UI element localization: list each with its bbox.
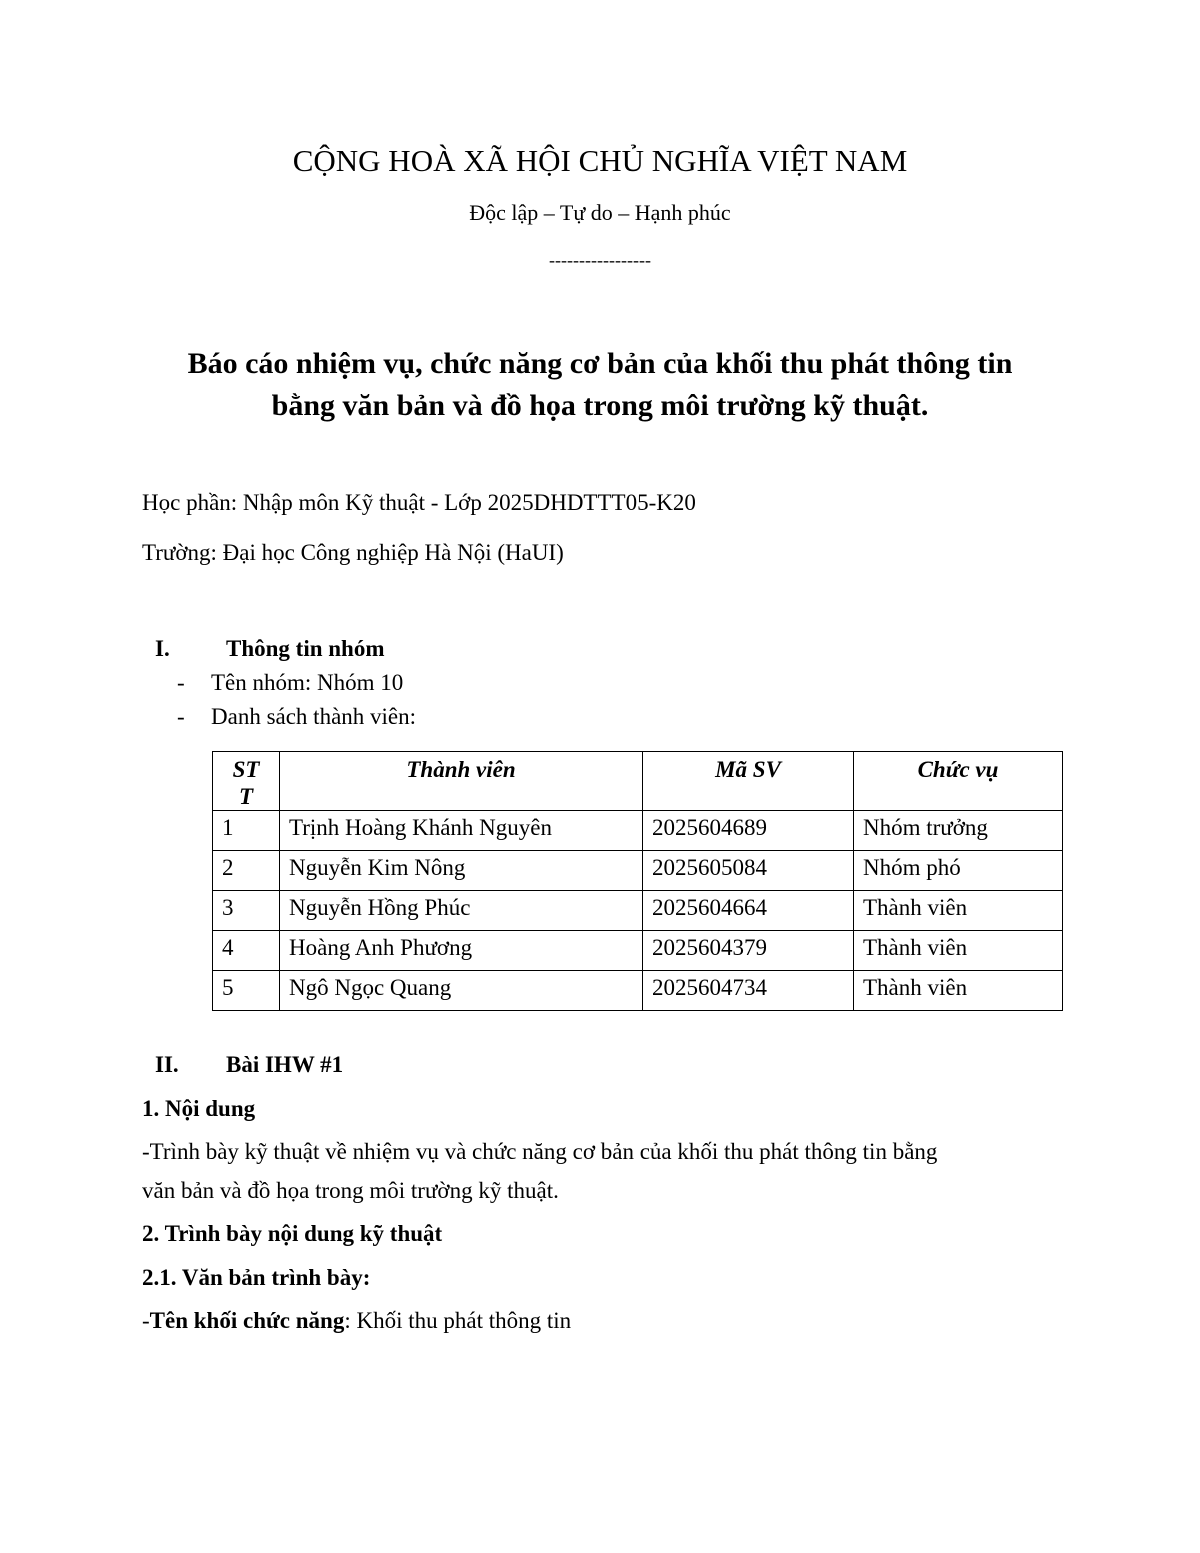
nation-heading: CỘNG HOÀ XÃ HỘI CHỦ NGHĨA VIỆT NAM [292,143,908,178]
cell-role: Nhóm phó [854,851,1063,891]
table-row [213,971,1063,1011]
section-2-number: II. [155,1052,179,1077]
cell-member: Ngô Ngọc Quang [280,971,643,1011]
members-table [212,751,1063,1011]
header-role: Chức vụ [854,752,1063,811]
cell-stt: 2 [213,851,280,891]
table-header-row [213,752,1063,811]
cell-role: Thành viên [854,891,1063,931]
table-row [213,931,1063,971]
section-1-title: Thông tin nhóm [226,636,385,661]
functional-block-line [142,1308,571,1334]
divider-line: ----------------- [549,250,651,270]
sub-heading: 2.1. Văn bản trình bày: [142,1265,371,1290]
cell-student-id: 2025604664 [643,891,854,931]
cell-student-id: 2025604734 [643,971,854,1011]
cell-role: Thành viên [854,971,1063,1011]
table-row [213,811,1063,851]
group-name: Tên nhóm: Nhóm 10 [211,670,404,695]
cell-role: Thành viên [854,931,1063,971]
report-title-line-2: bằng văn bản và đồ họa trong môi trường kỹ thuật. [271,389,929,422]
cell-role: Nhóm trưởng [854,811,1063,851]
member-list-label: Danh sách thành viên: [211,704,417,729]
cell-student-id: 2025604379 [643,931,854,971]
block-prefix: - [142,1308,150,1333]
content-line-2: văn bản và đồ họa trong môi trường kỹ thuật. [142,1178,559,1203]
section-1-number: I. [155,636,170,661]
block-label: Tên khối chức năng [149,1308,345,1333]
header-stt-line-2: T [238,784,254,809]
cell-student-id: 2025605084 [643,851,854,891]
cell-member: Hoàng Anh Phương [280,931,643,971]
content-line-1: -Trình bày kỹ thuật về nhiệm vụ và chức năng cơ bản của khối thu phát thông tin bằng [142,1139,938,1164]
table-row [213,851,1063,891]
table-row [213,891,1063,931]
cell-member: Nguyễn Kim Nông [280,851,643,891]
school-info: Trường: Đại học Công nghiệp Hà Nội (HaUI) [142,540,564,565]
header-stt [213,752,280,811]
content-heading: 1. Nội dung [142,1096,256,1121]
header-student-id: Mã SV [643,752,854,811]
cell-stt: 3 [213,891,280,931]
tech-heading: 2. Trình bày nội dung kỹ thuật [142,1221,443,1246]
bullet-dash: - [177,704,185,729]
section-2-title: Bài IHW #1 [226,1052,344,1077]
cell-student-id: 2025604689 [643,811,854,851]
header-member: Thành viên [280,752,643,811]
course-info: Học phần: Nhập môn Kỹ thuật - Lớp 2025DHDTTT05-K20 [142,490,696,515]
header-stt-line-1: ST [232,757,260,782]
cell-stt: 1 [213,811,280,851]
block-value: : Khối thu phát thông tin [344,1308,572,1333]
report-title-line-1: Báo cáo nhiệm vụ, chức năng cơ bản của khối thu phát thông tin [187,347,1013,380]
bullet-dash: - [177,670,185,695]
report-title [0,343,1200,427]
cell-stt: 5 [213,971,280,1011]
motto: Độc lập – Tự do – Hạnh phúc [469,200,731,225]
cell-member: Nguyễn Hồng Phúc [280,891,643,931]
cell-stt: 4 [213,931,280,971]
cell-member: Trịnh Hoàng Khánh Nguyên [280,811,643,851]
